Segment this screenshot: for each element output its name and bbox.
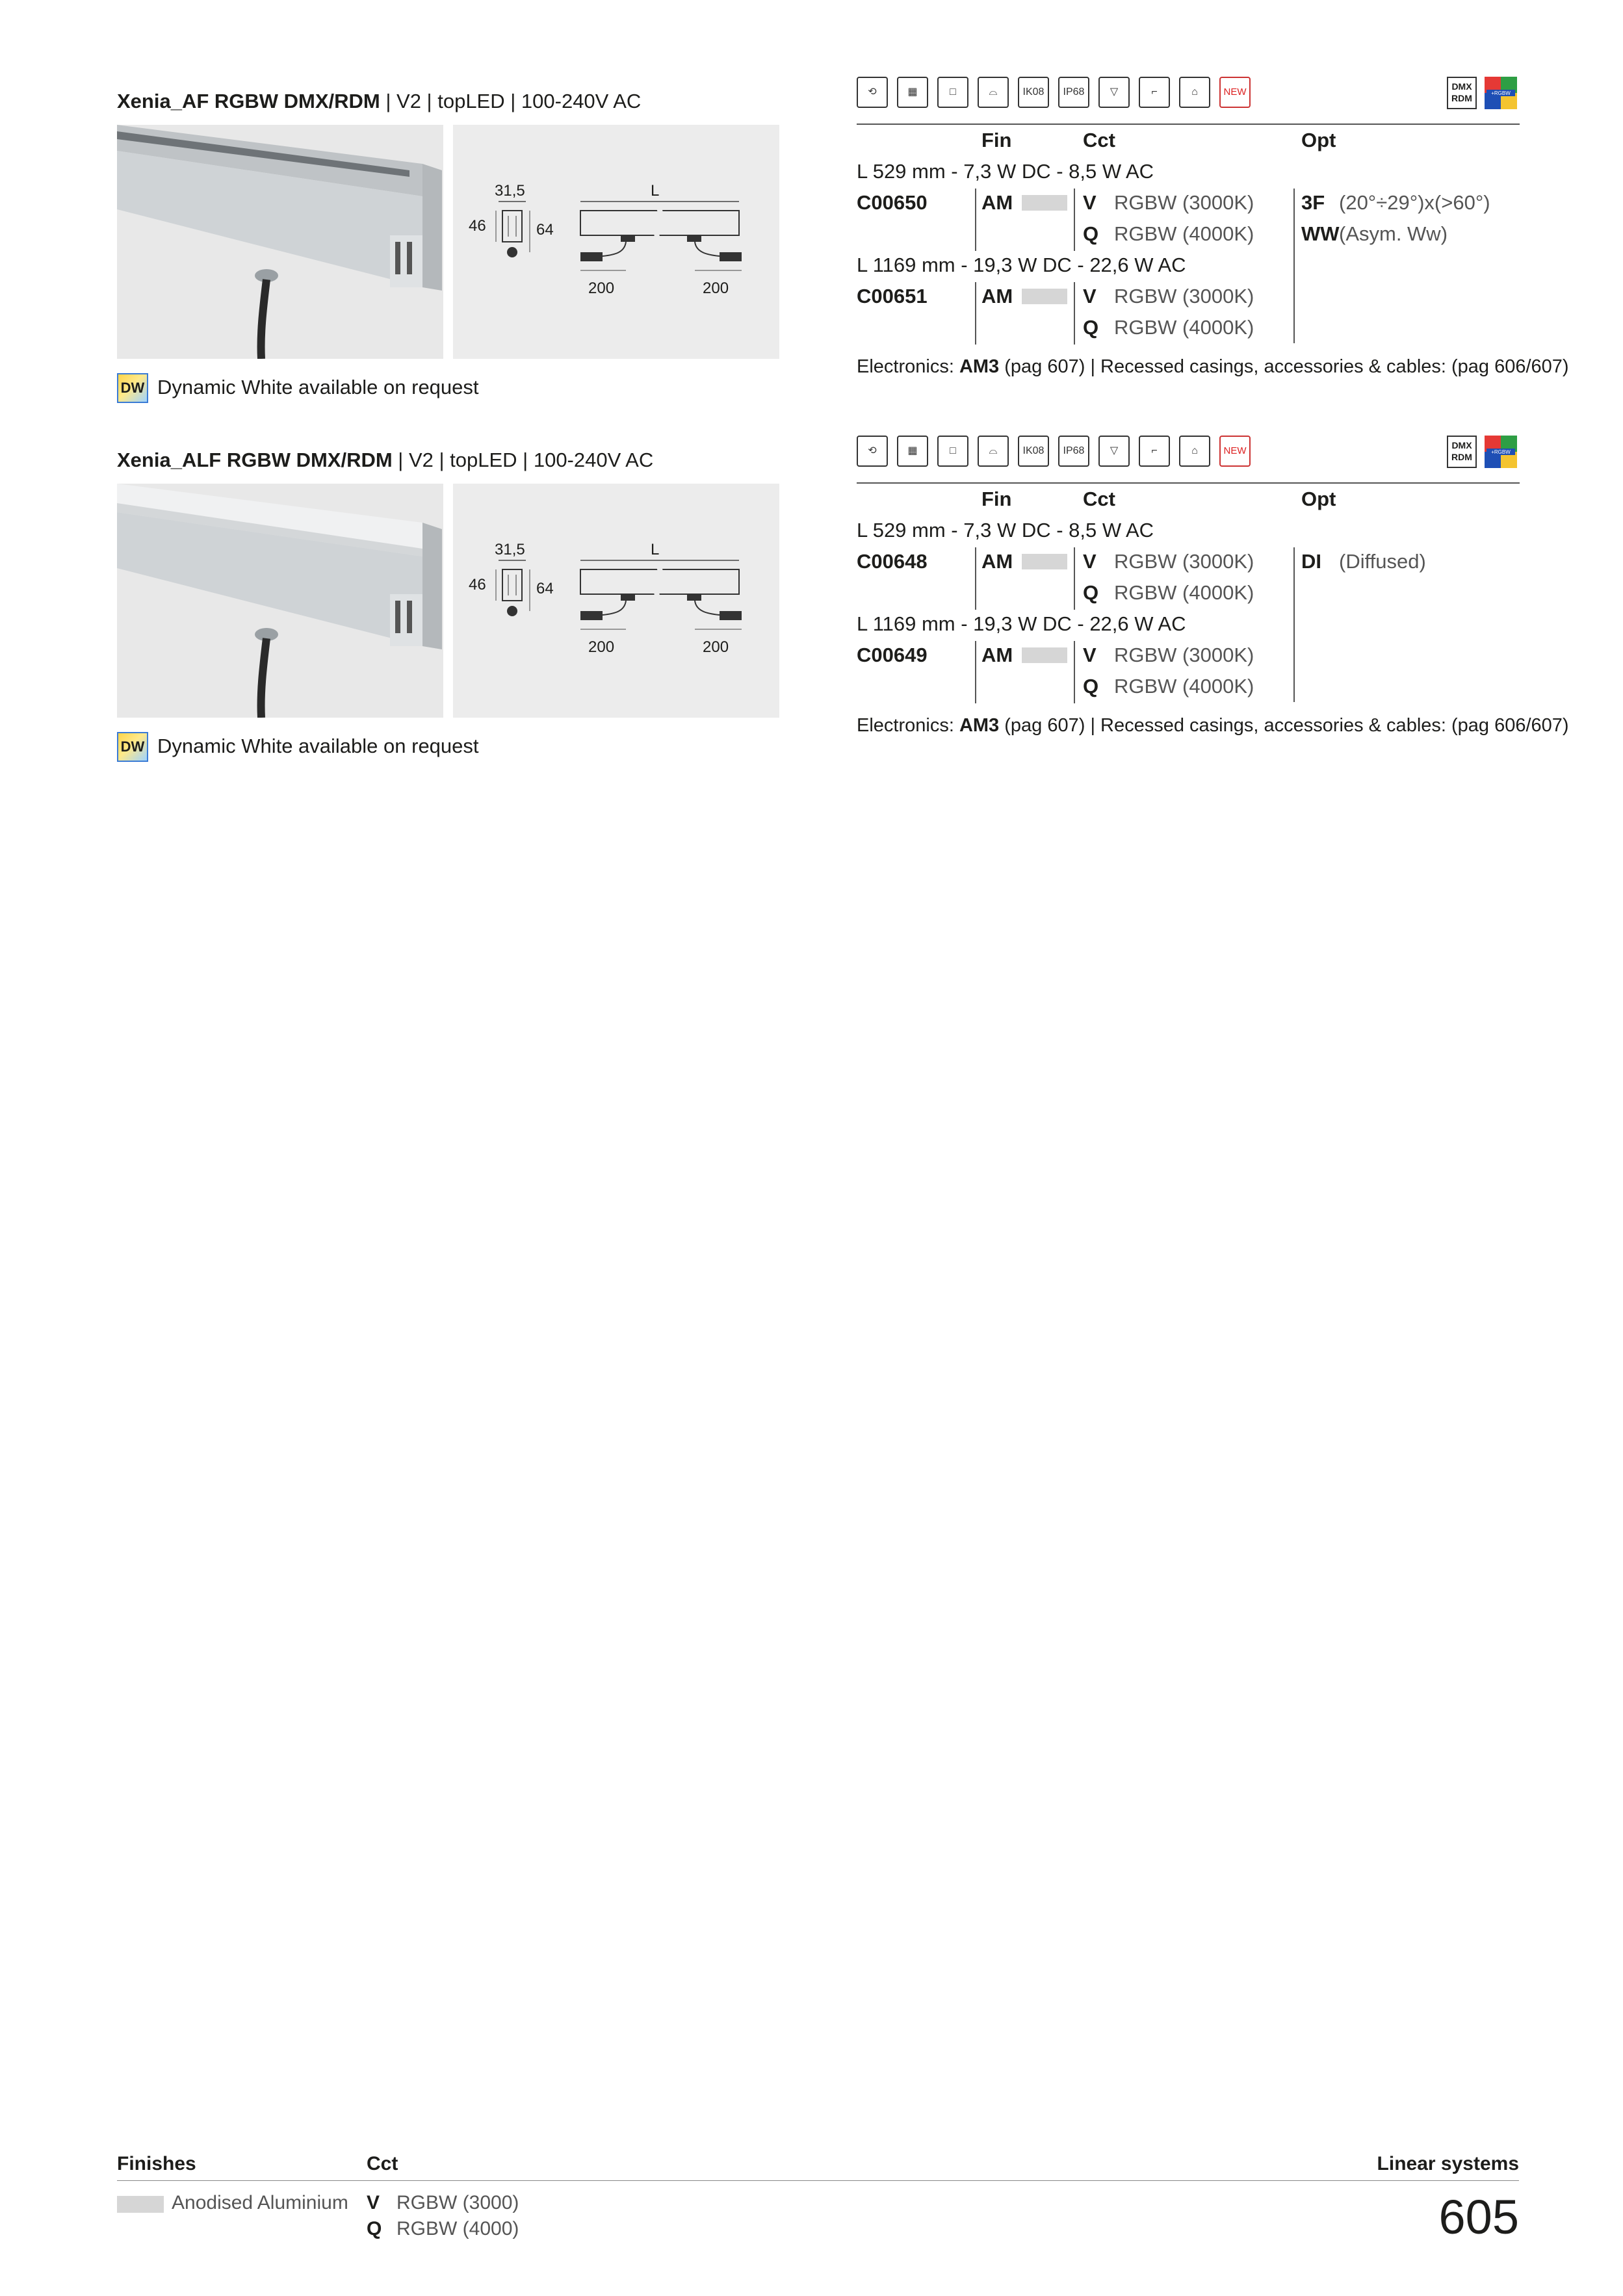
opt-header: Opt — [1301, 129, 1336, 151]
rotate-icon: ⟲ — [857, 436, 888, 467]
fin-code: AM — [981, 550, 1013, 573]
section-name: Linear systems — [1377, 2153, 1519, 2174]
cct-code: Q — [1083, 222, 1099, 245]
dw-note: Dynamic White available on request — [157, 376, 479, 398]
cct-label: RGBW (3000) — [396, 2192, 519, 2213]
opt-label: (Asym. Ww) — [1339, 222, 1448, 245]
fin-header: Fin — [981, 488, 1012, 510]
svg-text:+RGBW: +RGBW — [1491, 90, 1511, 96]
column-divider — [1074, 189, 1075, 251]
dimension-drawing — [453, 125, 779, 359]
finishes-header: Finishes — [117, 2153, 196, 2174]
spec-line: L 529 mm - 7,3 W DC - 8,5 W AC — [857, 160, 1154, 183]
cct-code: V — [1083, 550, 1097, 573]
finish-label: Anodised Aluminium — [172, 2192, 348, 2213]
dim-cable-right: 200 — [703, 280, 729, 297]
ip-rating-icon: IP68 — [1058, 77, 1089, 108]
cct-label: RGBW (4000K) — [1114, 222, 1254, 245]
ik-rating-icon: IK08 — [1018, 77, 1049, 108]
new-badge-icon: NEW — [1219, 77, 1251, 108]
product-photo — [117, 125, 443, 359]
dmx-rdm-icon: DMX RDM — [1447, 77, 1477, 109]
spec-line: L 529 mm - 7,3 W DC - 8,5 W AC — [857, 519, 1154, 541]
lamp-icon: ▽ — [1098, 77, 1130, 108]
product-code: C00648 — [857, 550, 928, 573]
rgbw-swatch — [1485, 436, 1517, 468]
cct-label: RGBW (3000K) — [1114, 550, 1254, 573]
dw-badge: DW — [117, 732, 148, 762]
feature-icons — [857, 77, 1251, 111]
dim-height-left: 46 — [469, 217, 486, 235]
wall-texture-icon: ▦ — [897, 436, 928, 467]
fin-code: AM — [981, 285, 1013, 307]
profile-photo-illustration — [117, 484, 443, 718]
rgbw-icon — [1485, 77, 1517, 109]
electronics-note: Electronics: AM3 (pag 607) | Recessed casings, accessories & cables: (pag 606/607) — [857, 715, 1569, 736]
column-divider — [975, 189, 976, 251]
cct-code: V — [1083, 285, 1097, 307]
opt-label: (20°÷29°)x(>60°) — [1339, 191, 1490, 214]
cct-code: Q — [1083, 675, 1099, 698]
ground-icon: ⌓ — [978, 436, 1009, 467]
dim-width: 31,5 — [495, 182, 525, 200]
dim-cable-left: 200 — [588, 280, 615, 297]
product-code: C00650 — [857, 191, 928, 214]
dim-length: L — [651, 541, 660, 558]
dim-width: 31,5 — [495, 541, 525, 558]
corner-icon: ⌐ — [1139, 77, 1170, 108]
square-icon: □ — [937, 77, 968, 108]
fin-code: AM — [981, 191, 1013, 214]
finish-swatch — [1022, 289, 1067, 304]
opt-code: 3F — [1301, 191, 1325, 214]
table-rule — [857, 124, 1520, 125]
fin-code: AM — [981, 644, 1013, 666]
table-rule — [857, 482, 1520, 484]
column-divider — [975, 282, 976, 345]
house-icon: ⌂ — [1179, 77, 1210, 108]
feature-icons — [857, 436, 1251, 469]
profile-photo-illustration — [117, 125, 443, 359]
cct-code: V — [367, 2192, 380, 2213]
finish-swatch — [1022, 195, 1067, 211]
electronics-note: Electronics: AM3 (pag 607) | Recessed casings, accessories & cables: (pag 606/607) — [857, 356, 1569, 377]
dim-height-right: 64 — [536, 580, 554, 597]
ip-rating-icon: IP68 — [1058, 436, 1089, 467]
cct-label: RGBW (3000K) — [1114, 285, 1254, 307]
cct-header: Cct — [367, 2153, 398, 2174]
dmx-rdm-icon: DMX RDM — [1447, 436, 1477, 468]
wall-texture-icon: ▦ — [897, 77, 928, 108]
dim-height-left: 46 — [469, 576, 486, 594]
column-divider — [975, 547, 976, 610]
column-divider — [975, 641, 976, 703]
corner-icon: ⌐ — [1139, 436, 1170, 467]
page-number: 605 — [1438, 2190, 1519, 2244]
fin-header: Fin — [981, 129, 1012, 151]
cct-label: RGBW (4000K) — [1114, 316, 1254, 339]
cct-label: RGBW (4000K) — [1114, 675, 1254, 698]
spec-line: L 1169 mm - 19,3 W DC - 22,6 W AC — [857, 254, 1186, 276]
cct-label: RGBW (4000K) — [1114, 581, 1254, 604]
product-title: Xenia_ALF RGBW DMX/RDM | V2 | topLED | 100-240V AC — [117, 449, 654, 471]
cct-code: V — [1083, 644, 1097, 666]
cct-code: Q — [1083, 316, 1099, 339]
finish-swatch — [1022, 554, 1067, 569]
footer-rule — [117, 2180, 1519, 2181]
cct-header: Cct — [1083, 129, 1115, 151]
column-divider — [1074, 547, 1075, 610]
dim-length: L — [651, 182, 660, 200]
dim-cable-left: 200 — [588, 638, 615, 656]
column-divider — [1293, 547, 1295, 702]
product-code: C00651 — [857, 285, 928, 307]
square-icon: □ — [937, 436, 968, 467]
column-divider — [1074, 641, 1075, 703]
cct-label: RGBW (3000K) — [1114, 191, 1254, 214]
product-photo — [117, 484, 443, 718]
ik-rating-icon: IK08 — [1018, 436, 1049, 467]
spec-line: L 1169 mm - 19,3 W DC - 22,6 W AC — [857, 612, 1186, 635]
svg-text:+RGBW: +RGBW — [1491, 449, 1511, 455]
cct-code: Q — [367, 2218, 382, 2239]
ground-icon: ⌓ — [978, 77, 1009, 108]
column-divider — [1293, 189, 1295, 343]
product-code: C00649 — [857, 644, 928, 666]
opt-label: (Diffused) — [1339, 550, 1426, 573]
dim-height-right: 64 — [536, 221, 554, 239]
opt-header: Opt — [1301, 488, 1336, 510]
cct-label: RGBW (4000) — [396, 2218, 519, 2239]
dim-cable-right: 200 — [703, 638, 729, 656]
cct-header: Cct — [1083, 488, 1115, 510]
dw-badge: DW — [117, 373, 148, 403]
rgbw-icon — [1485, 436, 1517, 468]
cct-label: RGBW (3000K) — [1114, 644, 1254, 666]
dimension-drawing — [453, 484, 779, 718]
rotate-icon: ⟲ — [857, 77, 888, 108]
technical-drawing-lines — [453, 484, 779, 718]
new-badge-icon: NEW — [1219, 436, 1251, 467]
technical-drawing-lines — [453, 125, 779, 359]
cct-code: Q — [1083, 581, 1099, 604]
product-title: Xenia_AF RGBW DMX/RDM | V2 | topLED | 100-240V AC — [117, 90, 642, 112]
opt-code: WW — [1301, 222, 1340, 245]
opt-code: DI — [1301, 550, 1321, 573]
cct-code: V — [1083, 191, 1097, 214]
column-divider — [1074, 282, 1075, 345]
lamp-icon: ▽ — [1098, 436, 1130, 467]
house-icon: ⌂ — [1179, 436, 1210, 467]
rgbw-swatch — [1485, 77, 1517, 109]
dw-note: Dynamic White available on request — [157, 735, 479, 757]
finish-swatch — [1022, 647, 1067, 663]
finish-swatch — [117, 2196, 164, 2213]
